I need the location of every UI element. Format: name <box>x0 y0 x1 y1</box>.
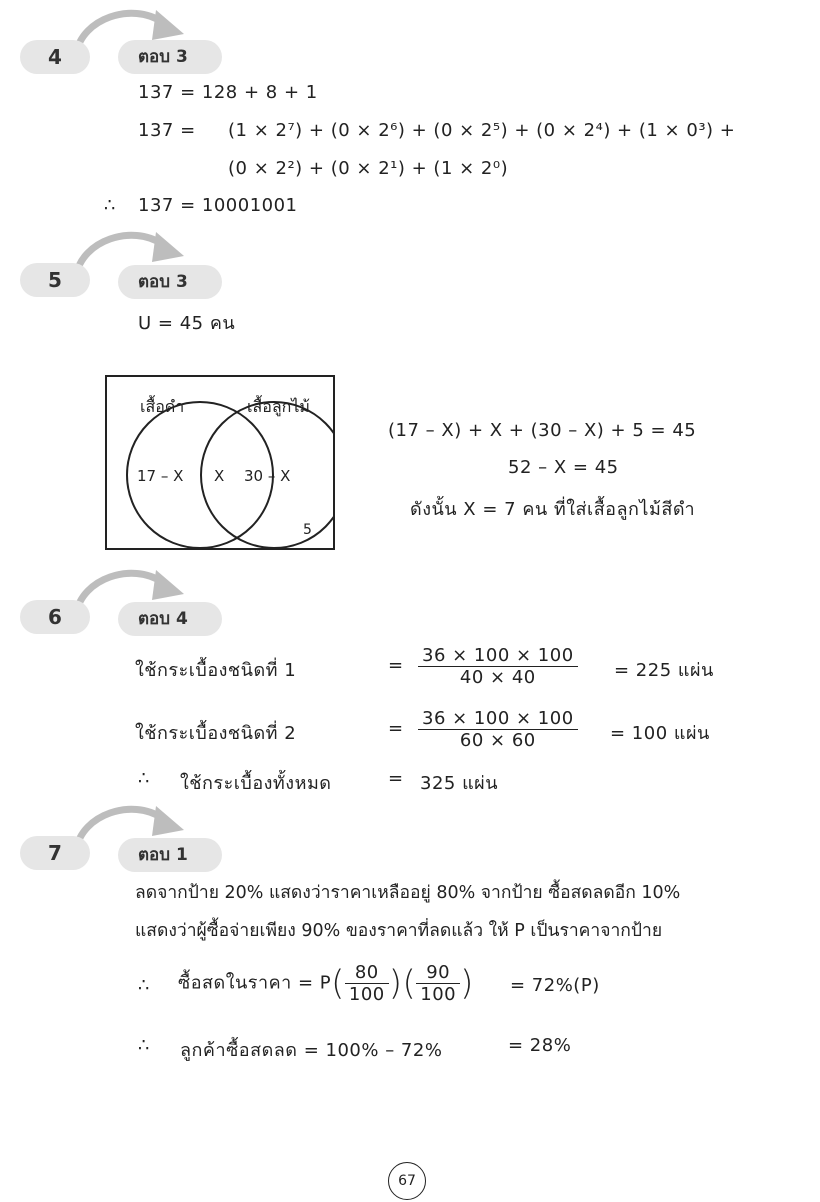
venn-diagram <box>105 375 335 550</box>
venn-region-right: 30 – X <box>244 467 291 485</box>
venn-region-middle: X <box>214 467 225 485</box>
q6-row1-fraction <box>418 645 578 688</box>
q6-row3-equals: = <box>388 768 404 789</box>
answer-label-6: ตอบ 4 <box>118 602 222 636</box>
q6-row2-denominator: 60 × 60 <box>459 730 536 751</box>
q6-row1-result: = 225 แผ่น <box>614 660 714 681</box>
question-number-7: 7 <box>20 836 90 870</box>
q5-equation-3: ดังนั้น X = 7 คน ที่ใส่เสื้อลูกไม้สีดำ <box>410 499 696 520</box>
q5-equation-1: (17 – X) + X + (30 – X) + 5 = 45 <box>388 420 697 441</box>
q4-line1: 137 = 128 + 8 + 1 <box>138 82 318 103</box>
q4-line2-prefix: 137 = <box>138 120 196 141</box>
q6-row1-label: ใช้กระเบื้องชนิดที่ 1 <box>135 660 297 681</box>
right-paren: ) <box>388 963 403 1004</box>
q6-row1-equals: = <box>388 655 404 676</box>
q7-calc2-label: ลูกค้าซื้อสดลด = 100% – 72% <box>180 1040 443 1061</box>
q4-line2-terms: (1 × 2⁷) + (0 × 2⁶) + (0 × 2⁵) + (0 × 2⁴) + (1 × 0³) + <box>228 120 736 141</box>
q7-frac2-num: 90 <box>416 962 460 984</box>
q4-line4: 137 = 10001001 <box>138 195 298 216</box>
left-paren: ( <box>331 963 345 1004</box>
answer-label-5: ตอบ 3 <box>118 265 222 299</box>
q6-row1-numerator: 36 × 100 × 100 <box>418 645 578 667</box>
therefore-symbol: ∴ <box>138 975 150 996</box>
q5-equation-2: 52 – X = 45 <box>508 457 619 478</box>
q6-row2-numerator: 36 × 100 × 100 <box>418 708 578 730</box>
question-number-4: 4 <box>20 40 90 74</box>
q6-row2-equals: = <box>388 718 404 739</box>
venn-region-left: 17 – X <box>137 467 184 485</box>
q6-row2-label: ใช้กระเบื้องชนิดที่ 2 <box>135 723 297 744</box>
answer-label-7: ตอบ 1 <box>118 838 222 872</box>
universe-text: U = 45 คน <box>138 313 236 334</box>
venn-label-left: เสื้อดำ <box>140 397 185 416</box>
q6-row3-label: ใช้กระเบื้องทั้งหมด <box>180 773 332 794</box>
q7-calc2-result: = 28% <box>508 1035 572 1056</box>
venn-label-right: เสื้อลูกไม้ <box>247 397 310 416</box>
q7-calc1-result: = 72%(P) <box>510 975 600 996</box>
page-number: 67 <box>388 1162 426 1200</box>
q7-frac2-den: 100 <box>420 984 457 1005</box>
q7-paragraph-1: ลดจากป้าย 20% แสดงว่าราคาเหลืออยู่ 80% จากป้าย ซื้อสดลดอีก 10% <box>135 883 681 903</box>
venn-outside: 5 <box>303 522 312 538</box>
therefore-symbol: ∴ <box>138 1035 150 1056</box>
question-number-5: 5 <box>20 263 90 297</box>
right-paren: ) <box>460 963 474 1004</box>
q7-calc1-label: ซื้อสดในราคา = P <box>178 972 332 994</box>
answer-label-4: ตอบ 3 <box>118 40 222 74</box>
q7-calc1-expression <box>178 962 474 1005</box>
q4-line3: (0 × 2²) + (0 × 2¹) + (1 × 2⁰) <box>228 158 509 179</box>
question-number-6: 6 <box>20 600 90 634</box>
q6-row3-result: 325 แผ่น <box>420 773 499 794</box>
q7-frac1-num: 80 <box>345 962 389 984</box>
q7-frac1-den: 100 <box>348 984 385 1005</box>
q6-row1-denominator: 40 × 40 <box>459 667 536 688</box>
q6-row2-fraction <box>418 708 578 751</box>
q6-row2-result: = 100 แผ่น <box>610 723 710 744</box>
left-paren: ( <box>402 963 417 1004</box>
therefore-symbol: ∴ <box>138 768 150 789</box>
q7-paragraph-2: แสดงว่าผู้ซื้อจ่ายเพียง 90% ของราคาที่ลดแล้ว ให้ P เป็นราคาจากป้าย <box>135 921 663 941</box>
therefore-symbol: ∴ <box>104 195 116 216</box>
